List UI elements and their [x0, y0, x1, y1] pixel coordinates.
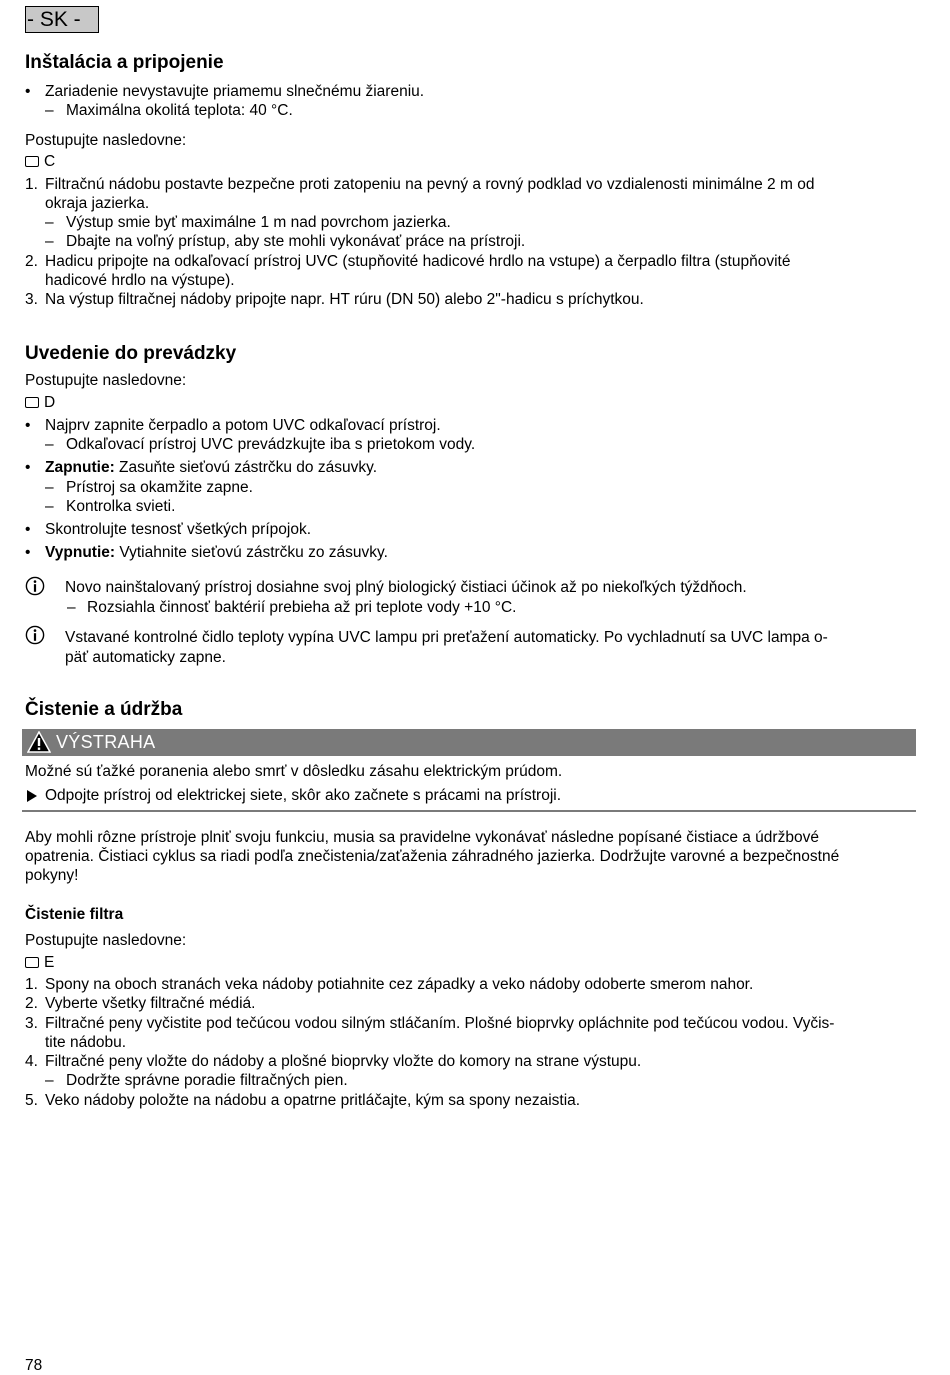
figure-ref: D — [25, 393, 55, 413]
warning-triangle-icon — [27, 731, 51, 753]
numbered-step: 4. Filtračné peny vložte do nádoby a plošné bioprvky vložte do komory na strane výstupu. — [25, 1053, 642, 1070]
section-title-cleaning: Čistenie a údržba — [25, 699, 183, 720]
figure-icon — [25, 397, 39, 408]
section-title-commissioning: Uvedenie do prevádzky — [25, 343, 237, 364]
list-item: • Vypnutie: Vytiahnite sieťovú zástrčku zo zásuvky. — [25, 544, 388, 561]
figure-ref: C — [25, 152, 55, 172]
warning-text: Možné sú ťažké poranenia alebo smrť v dôsledku zásahu elektrickým prúdom. — [25, 763, 563, 780]
numbered-step-cont: tite nádobu. — [45, 1034, 127, 1051]
list-item: • Zapnutie: Zasuňte sieťovú zástrčku do zásuvky. — [25, 459, 378, 476]
language-badge: - SK - — [25, 6, 99, 33]
info-note-cont: päť automaticky zapne. — [65, 649, 226, 666]
info-note: Vstavané kontrolné čidlo teploty vypína UVC lampu pri preťažení automaticky. Po vychladnutí sa UVC lampa o- — [65, 629, 828, 646]
bullet-marker: • — [25, 83, 31, 100]
numbered-step-cont: hadicové hrdlo na výstupe). — [45, 272, 235, 289]
list-item: • Skontrolujte tesnosť všetkých prípojok. — [25, 521, 311, 538]
figure-icon — [25, 156, 39, 167]
proceed-label: Postupujte nasledovne: — [25, 372, 187, 389]
info-icon — [25, 576, 45, 596]
list-subitem: – Kontrolka svieti. — [45, 498, 176, 515]
numbered-step: 3. Na výstup filtračnej nádoby pripojte napr. HT rúru (DN 50) alebo 2"-hadicu s príchytkou. — [25, 291, 644, 308]
numbered-step: 1. Filtračnú nádobu postavte bezpečne proti zatopeniu na pevný a rovný podklad vo vzdialenosti minimálne 2 m od — [25, 176, 815, 193]
numbered-step-cont: okraja jazierka. — [45, 195, 150, 212]
action-arrow-icon — [27, 790, 37, 802]
page-number: 78 — [25, 1357, 43, 1374]
warning-banner — [22, 729, 916, 756]
list-subitem: – Dbajte na voľný prístup, aby ste mohli vykonávať práce na prístroji. — [45, 233, 526, 250]
numbered-step: 3. Filtračné peny vyčistite pod tečúcou vodou silným stláčaním. Plošné bioprvky opláchnite pod tečúcou vodou. Vyčis- — [25, 1015, 835, 1032]
warning-action: Odpojte prístroj od elektrickej siete, skôr ako začnete s prácami na prístroji. — [25, 786, 561, 806]
list-item: • Zariadenie nevystavujte priamemu slnečnému žiareniu. — [25, 83, 425, 100]
proceed-label: Postupujte nasledovne: — [25, 932, 187, 949]
numbered-step: 5. Veko nádoby položte na nádobu a opatrne pritláčajte, kým sa spony nezaistia. — [25, 1092, 581, 1109]
list-subitem: – Dodržte správne poradie filtračných pien. — [45, 1072, 348, 1089]
info-icon — [25, 625, 45, 645]
list-subitem: – Odkaľovací prístroj UVC prevádzkujte iba s prietokom vody. — [45, 436, 476, 453]
figure-icon — [25, 957, 39, 968]
info-note: Novo nainštalovaný prístroj dosiahne svoj plný biologický čistiaci účinok až po niekoľkých týždňoch. — [65, 579, 747, 596]
list-subitem: – Maximálna okolitá teplota: 40 °C. — [45, 102, 293, 119]
info-subitem: – Rozsiahla činnosť baktérií prebieha až pri teplote vody +10 °C. — [67, 599, 517, 616]
paragraph-line: opatrenia. Čistiaci cyklus sa riadi podľa znečistenia/zaťaženia záhradného jazierka. Dodržujte varovné a bezpečnostné — [25, 848, 840, 865]
numbered-step: 2. Hadicu pripojte na odkaľovací prístroj UVC (stupňovité hadicové hrdlo na vstupe) a čerpadlo filtra (stupňovité — [25, 253, 791, 270]
numbered-step: 2. Vyberte všetky filtračné médiá. — [25, 995, 256, 1012]
paragraph-line: pokyny! — [25, 867, 79, 884]
section-title-installation: Inštalácia a pripojenie — [25, 52, 224, 73]
list-item: • Najprv zapnite čerpadlo a potom UVC odkaľovací prístroj. — [25, 417, 441, 434]
list-subitem: – Výstup smie byť maximálne 1 m nad povrchom jazierka. — [45, 214, 451, 231]
proceed-label: Postupujte nasledovne: — [25, 132, 187, 149]
warning-divider — [22, 810, 916, 812]
figure-ref: E — [25, 953, 54, 973]
warning-label: VÝSTRAHA — [56, 732, 156, 752]
paragraph-line: Aby mohli rôzne prístroje plniť svoju funkciu, musia sa pravidelne vykonávať následne popísané čistiace a údržbové — [25, 829, 819, 846]
numbered-step: 1. Spony na oboch stranách veka nádoby potiahnite cez západky a veko nádoby odoberte smerom nahor. — [25, 976, 754, 993]
subsection-title: Čistenie filtra — [25, 906, 124, 923]
dash-marker: – — [45, 102, 54, 119]
list-subitem: – Prístroj sa okamžite zapne. — [45, 479, 253, 496]
